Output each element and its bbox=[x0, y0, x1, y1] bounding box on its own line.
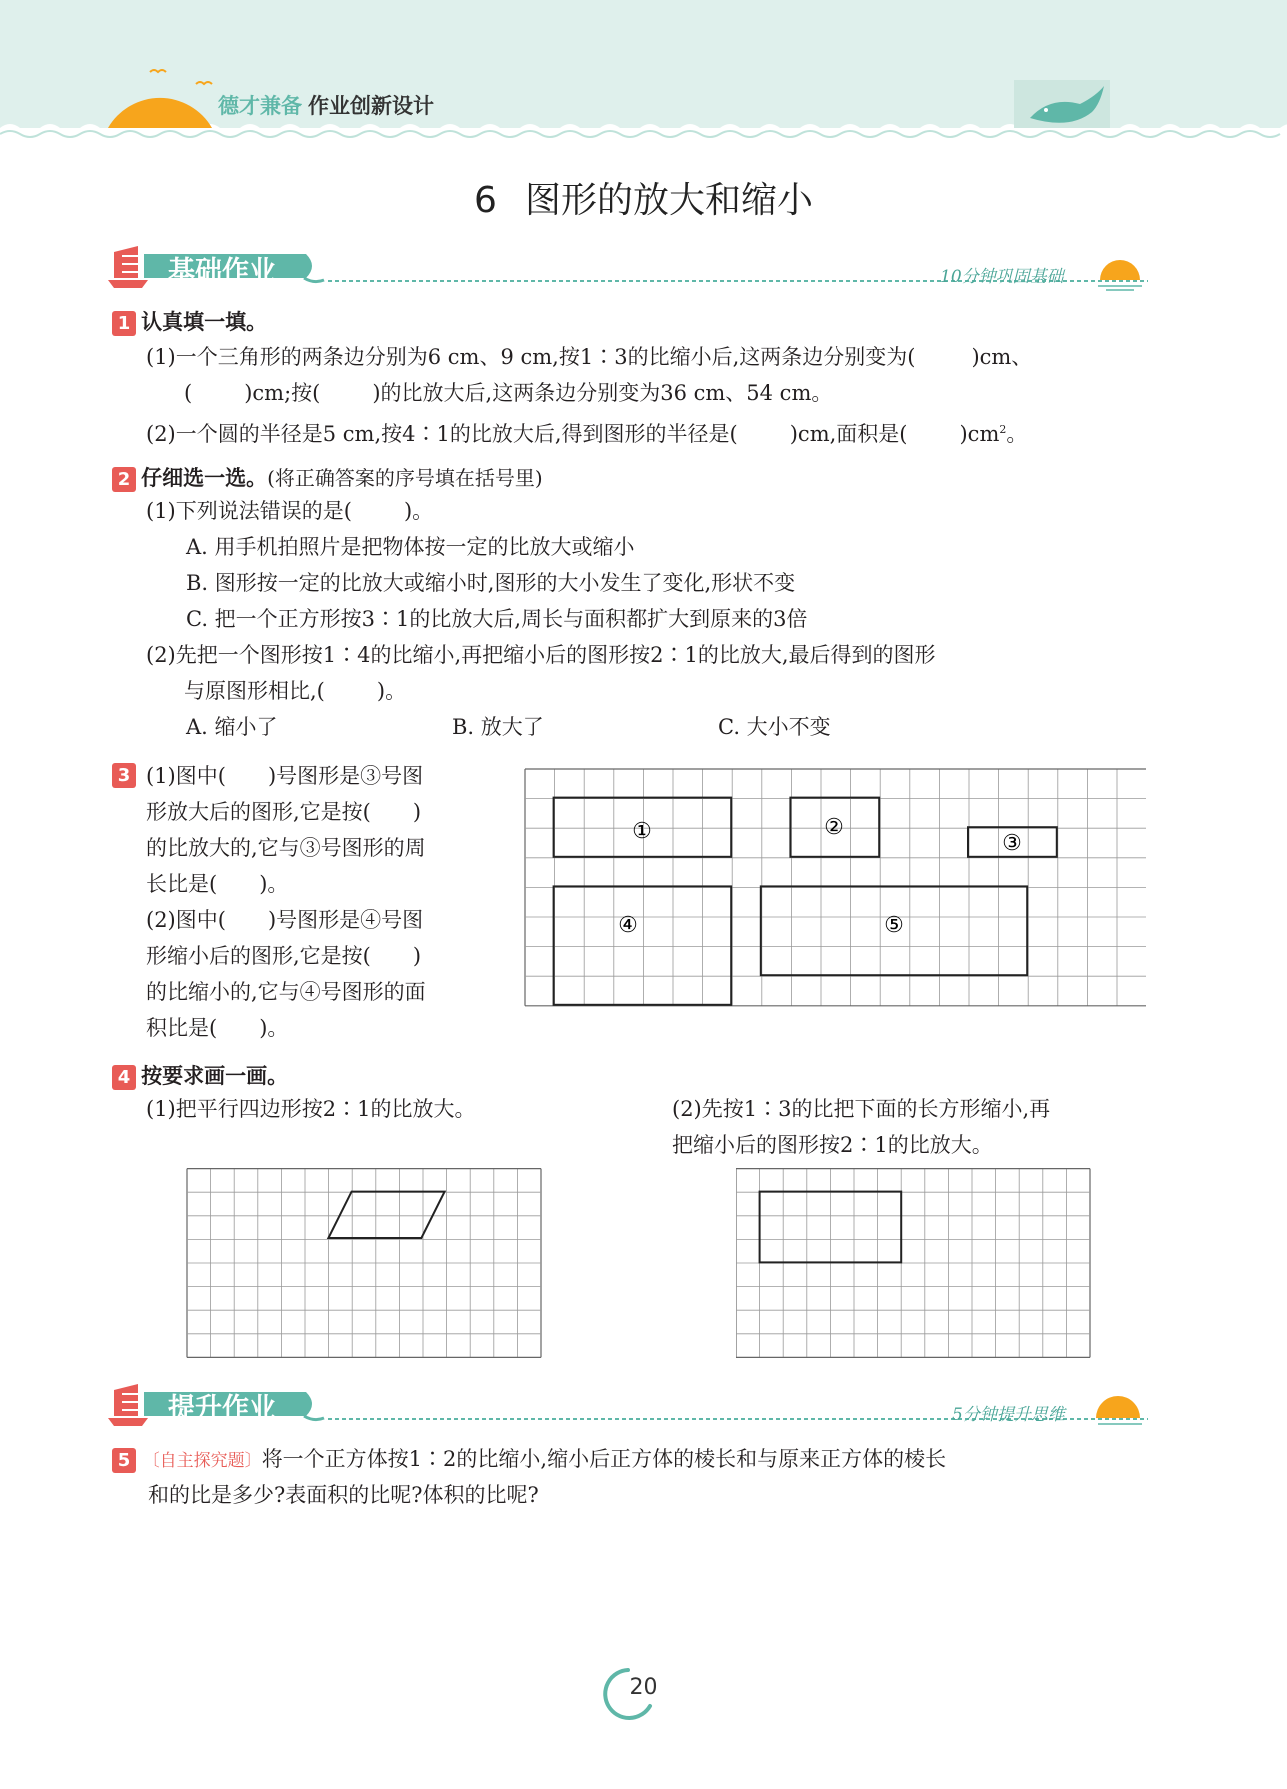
brand-subtitle: 作业创新设计 bbox=[308, 94, 434, 118]
header-band bbox=[0, 0, 1287, 150]
question-hint: (将正确答案的序号填在括号里) bbox=[267, 466, 543, 490]
grid-lines bbox=[187, 1169, 541, 1358]
q3-line: 形缩小后的图形,它是按( ) bbox=[146, 944, 422, 968]
section-advanced-note: 5分钟提升思维 bbox=[952, 1405, 1065, 1425]
lesson-number: 6 bbox=[474, 180, 497, 221]
question-title: 仔细选一选。 bbox=[141, 466, 268, 490]
q3-line: (2)图中( )号图形是④号图 bbox=[146, 908, 424, 932]
q2-part-2-line-1: (2)先把一个图形按1∶4的比缩小,再把缩小后的图形按2∶1的比放大,最后得到的图形 bbox=[146, 643, 936, 667]
shape-3-label: ③ bbox=[1002, 831, 1022, 856]
question-4-header bbox=[112, 1060, 288, 1090]
shape-4-label: ④ bbox=[618, 913, 638, 938]
shape-4-rect bbox=[554, 886, 732, 1004]
q2-choice-c[interactable]: C. 大小不变 bbox=[718, 715, 831, 739]
brand-name: 德才兼备 bbox=[218, 94, 302, 118]
q4-part-1: (1)把平行四边形按2∶1的比放大。 bbox=[146, 1097, 476, 1121]
q2-choice-b[interactable]: B. 放大了 bbox=[452, 715, 544, 739]
question-2-header bbox=[112, 462, 543, 492]
q1-line-3: (2)一个圆的半径是5 cm,按4∶1的比放大后,得到图形的半径是( )cm,面积是( )$cm^2$。 bbox=[146, 422, 1028, 446]
q3-line: 形放大后的图形,它是按( ) bbox=[146, 800, 422, 824]
section-basic-label: 基础作业 bbox=[168, 256, 276, 287]
q2-part-2-line-2: 与原图形相比,( )。 bbox=[184, 679, 407, 703]
page-title bbox=[0, 172, 1287, 223]
question-tag: 〔自主探究题〕 bbox=[142, 1451, 262, 1471]
question-number: 4 bbox=[112, 1065, 136, 1090]
q3-line: 的比放大的,它与③号图形的周 bbox=[146, 836, 426, 860]
q3-line: 的比缩小的,它与④号图形的面 bbox=[146, 980, 426, 1004]
q3-line: 积比是( )。 bbox=[146, 1016, 289, 1040]
question-1-header bbox=[112, 306, 267, 336]
q2-option-a[interactable]: A. 用手机拍照片是把物体按一定的比放大或缩小 bbox=[186, 535, 635, 559]
question-title: 按要求画一画。 bbox=[141, 1064, 289, 1088]
question-number: 1 bbox=[112, 311, 136, 336]
question-5-line-1: 5 〔自主探究题〕将一个正方体按1∶2的比缩小,缩小后正方体的棱长和与原来正方体的棱长 bbox=[112, 1444, 946, 1476]
q1-line-2: ( )cm;按( )的比放大后,这两条边分别变为36 cm、54 cm。 bbox=[184, 381, 833, 405]
question-title: 认真填一填。 bbox=[141, 310, 268, 334]
q2-option-b[interactable]: B. 图形按一定的比放大或缩小时,图形的大小发生了变化,形状不变 bbox=[186, 571, 796, 595]
question-5-line-2: 和的比是多少?表面积的比呢?体积的比呢? bbox=[148, 1483, 539, 1507]
q2-option-c[interactable]: C. 把一个正方形按3∶1的比放大后,周长与面积都扩大到原来的3倍 bbox=[186, 607, 808, 631]
q4-grid-right[interactable] bbox=[736, 1168, 1092, 1358]
section-basic-note: 10分钟巩固基础 bbox=[940, 267, 1064, 287]
q4-part-2-line-1: (2)先按1∶3的比把下面的长方形缩小,再 bbox=[672, 1097, 1051, 1121]
q3-grid bbox=[524, 768, 1146, 1008]
brand-title bbox=[218, 90, 434, 120]
question-3-header bbox=[112, 763, 136, 788]
question-number: 2 bbox=[112, 467, 136, 492]
section-advanced-label: 提升作业 bbox=[168, 1393, 276, 1424]
q3-text bbox=[146, 758, 426, 1046]
lesson-title: 图形的放大和缩小 bbox=[524, 180, 813, 221]
q3-line: (1)图中( )号图形是③号图 bbox=[146, 764, 424, 788]
q2-part-1: (1)下列说法错误的是( )。 bbox=[146, 499, 434, 523]
shape-5-label: ⑤ bbox=[884, 913, 904, 938]
question-number: 3 bbox=[112, 763, 136, 788]
question-number: 5 bbox=[112, 1448, 136, 1473]
parallelogram-shape bbox=[328, 1192, 444, 1238]
grid-lines bbox=[525, 769, 1146, 1006]
shape-2-label: ② bbox=[824, 815, 844, 840]
page-number: 20 bbox=[629, 1675, 658, 1700]
q3-line: 长比是( )。 bbox=[146, 872, 289, 896]
q2-choice-a[interactable]: A. 缩小了 bbox=[186, 715, 278, 739]
q1-line-1: (1)一个三角形的两条边分别为6 cm、9 cm,按1∶3的比缩小后,这两条边分别变为( )cm、 bbox=[146, 345, 1033, 369]
q4-grid-left[interactable] bbox=[186, 1168, 542, 1358]
shape-1-label: ① bbox=[632, 819, 652, 844]
q4-part-2-line-2: 把缩小后的图形按2∶1的比放大。 bbox=[672, 1133, 993, 1157]
